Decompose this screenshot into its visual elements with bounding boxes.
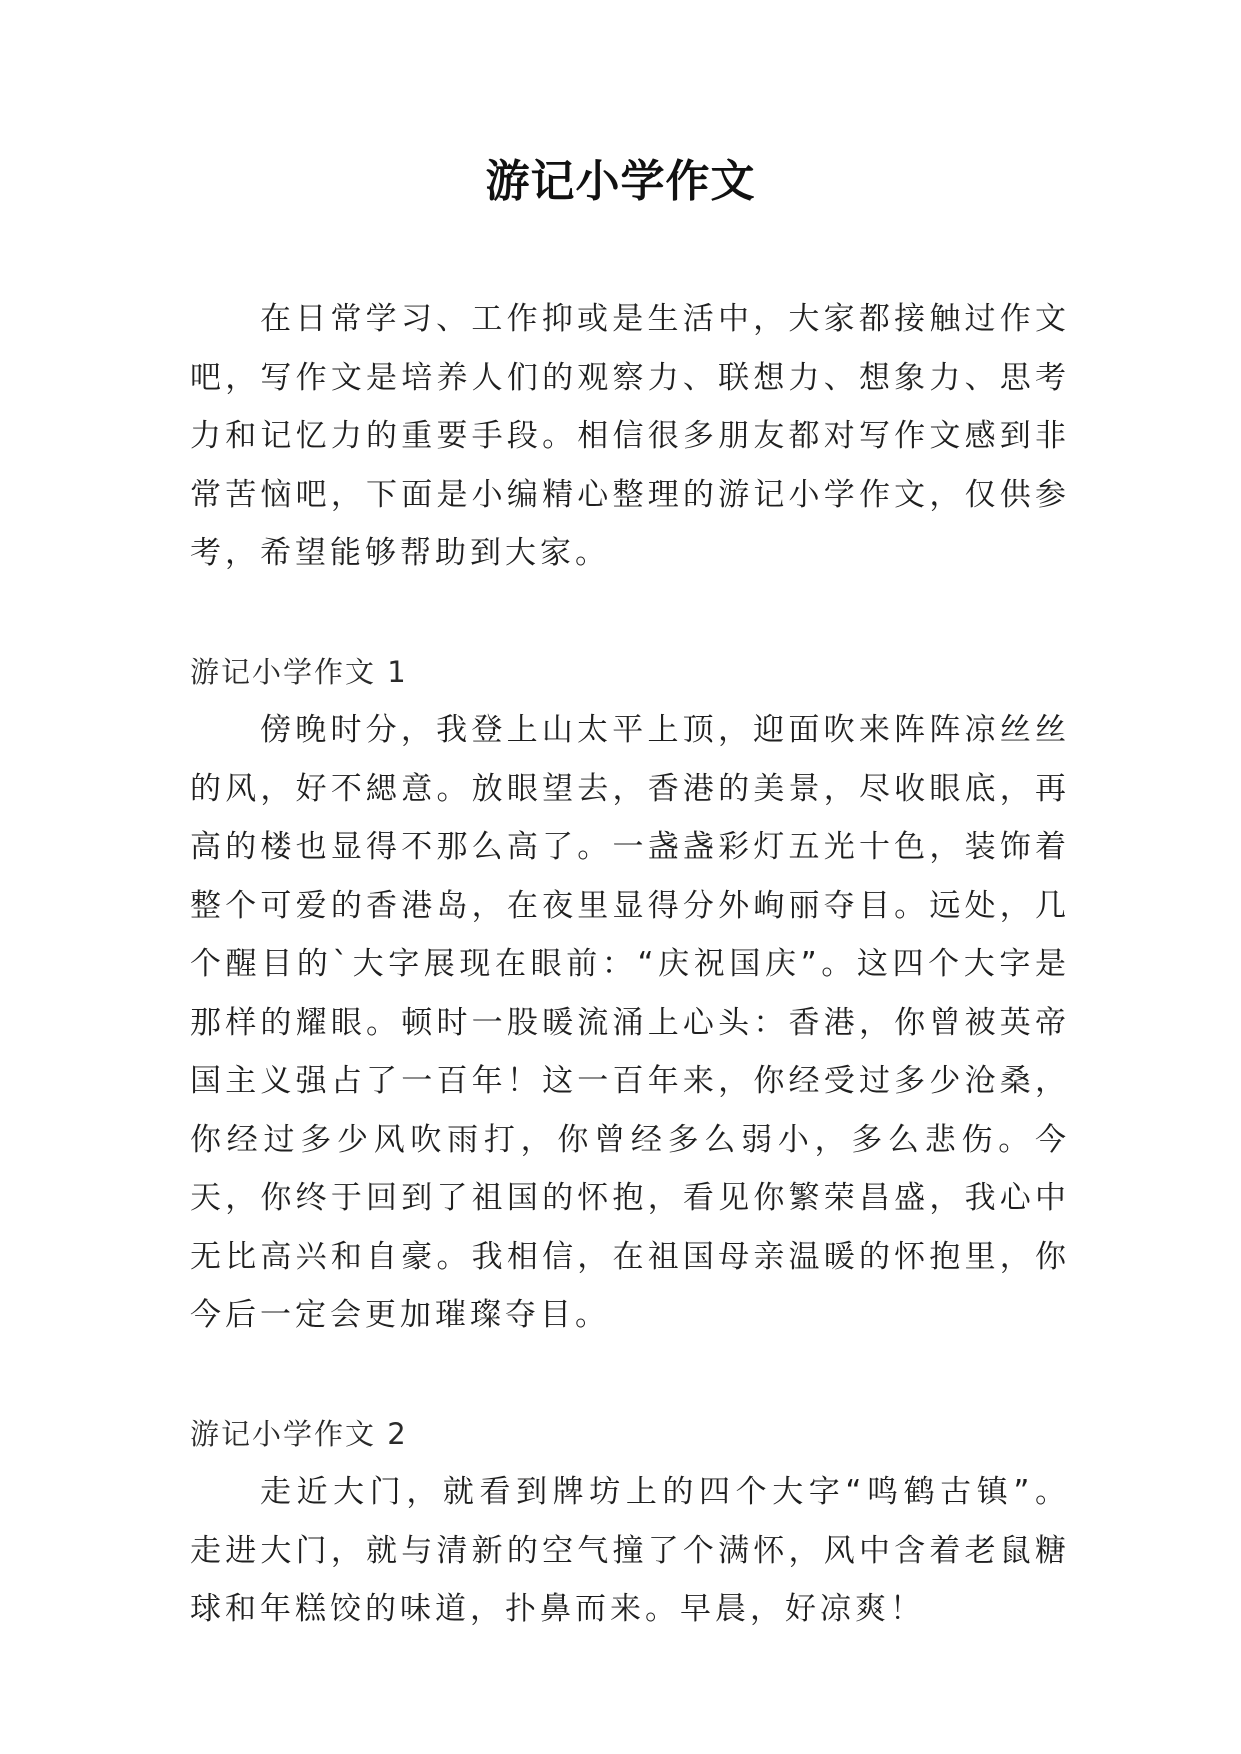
- section-paragraph-2: 走近大门，就看到牌坊上的四个大字“鸣鹤古镇”。走进大门，就与清新的空气撞了个满怀，风中含着老鼠糖球和年糕饺的味道，扑鼻而来。早晨，好凉爽！: [190, 1474, 1070, 1627]
- section-spacer: [190, 583, 1070, 643]
- intro-paragraph: 在日常学习、工作抑或是生活中，大家都接触过作文吧，写作文是培养人们的观察力、联想力、想象力、思考力和记忆力的重要手段。相信很多朋友都对写作文感到非常苦恼吧，下面是小编精心整理的游记小学作文，仅供参考，希望能够帮助到大家。: [190, 301, 1070, 571]
- document-body: [190, 290, 1070, 1639]
- section-heading-2: 游记小学作文 2: [190, 1416, 408, 1451]
- section-heading-1: 游记小学作文 1: [190, 654, 408, 689]
- section-spacer: [190, 1345, 1070, 1405]
- document-title: 游记小学作文: [485, 156, 756, 207]
- section-paragraph-1: 傍晚时分，我登上山太平上顶，迎面吹来阵阵凉丝丝的风，好不緦意。放眼望去，香港的美景，尽收眼底，再高的楼也显得不那么高了。一盏盏彩灯五光十色，装饰着整个可爱的香港岛，在夜里显得分外峋丽夺目。远处，几个醒目的`大字展现在眼前：“庆祝国庆”。这四个大字是那样的耀眼。顿时一股暖流涌上心头：香港，你曾被英帝国主义强占了一百年！这一百年来，你经受过多少沧桑，你经过多少风吹雨打，你曾经多么弱小，多么悲伤。今天，你终于回到了祖国的怀抱，看见你繁荣昌盛，我心中无比高兴和自豪。我相信，在祖国母亲温暖的怀抱里，你今后一定会更加璀璨夺目。: [190, 712, 1070, 1333]
